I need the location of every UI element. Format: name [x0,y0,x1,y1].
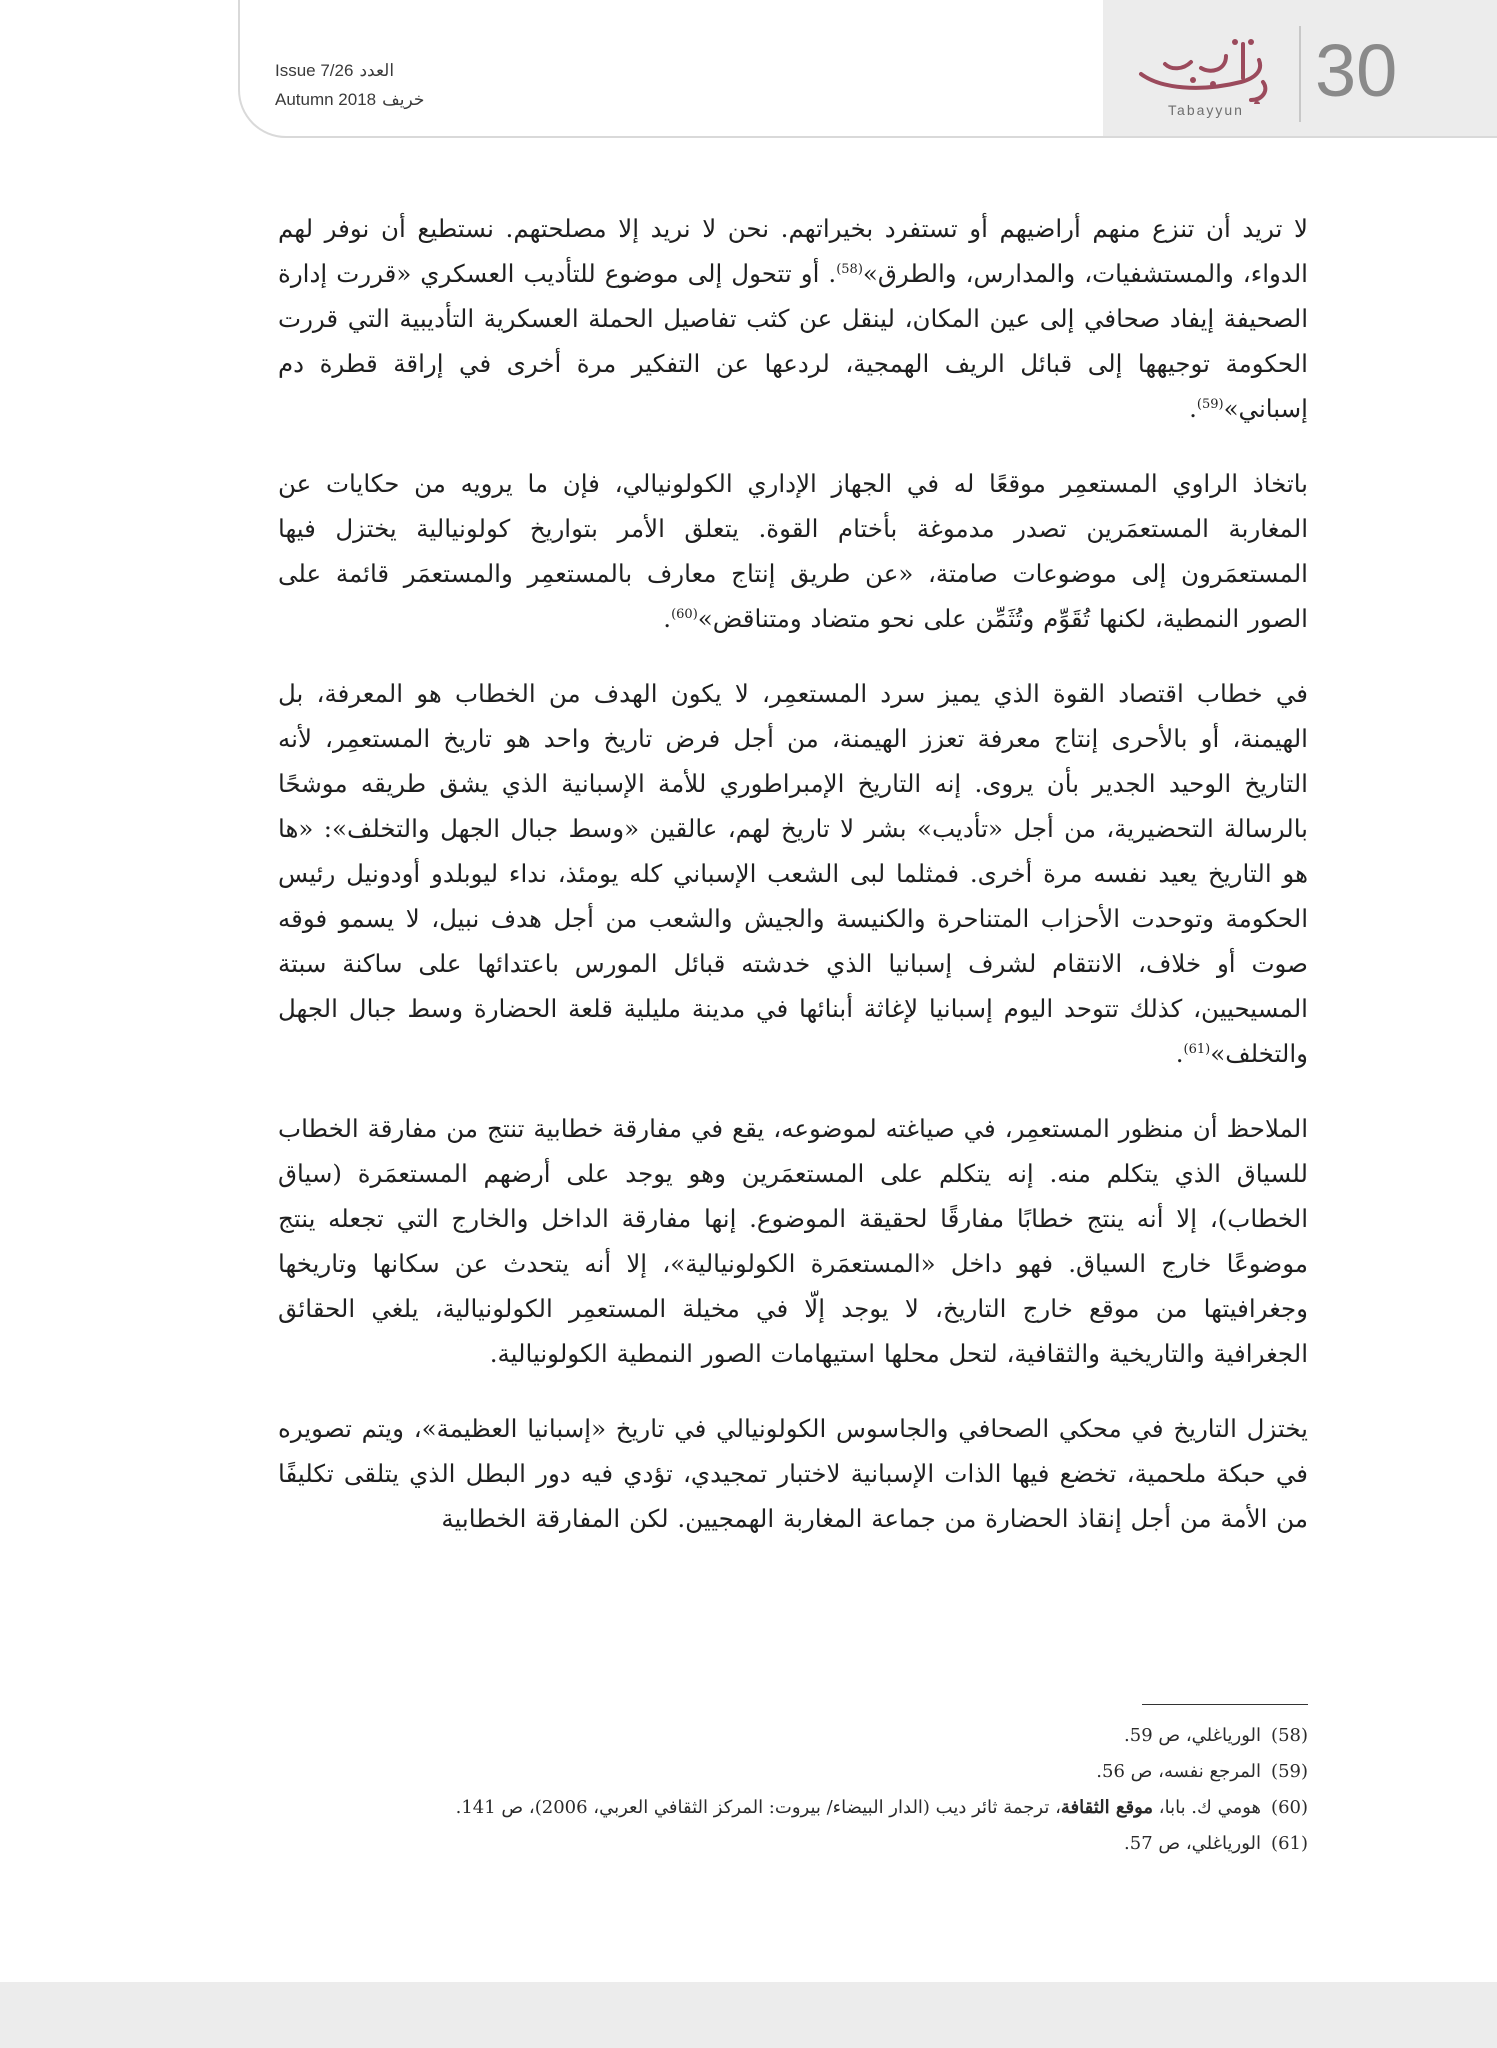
paragraph-5: يختزل التاريخ في محكي الصحافي والجاسوس الكولونيالي في تاريخ «إسبانيا العظيمة»، ويتم تصويره في حبكة ملحمية، تخضع فيها الذات الإسبانية لاختبار تمجيدي، تؤدي فيه دور البطل الذي يتلقى تكليفًا من الأمة من أجل إنقاذ الحضارة من جماعة المغاربة الهمجيين. لكن المفارقة الخطابية [278,1414,1308,1533]
paragraph-3 [278,671,1308,1076]
journal-logo [1131,34,1281,126]
footnotes [278,1718,1308,1862]
footnote-number: (61) [1271,1833,1308,1854]
footnote-text-post: ، ترجمة ثائر ديب (الدار البيضاء/ بيروت: المركز الثقافي العربي، 2006)، ص 141. [455,1797,1061,1818]
footnote-ref-59[interactable]: (59) [1196,396,1224,412]
paragraph-1-mid: . أو تتحول إلى موضوع للتأديب العسكري «قررت إدارة الصحيفة إيفاد صحافي إلى عين المكان، لينقل عن كثب تفاصيل الحملة العسكرية التأديبية التي قررت الحكومة توجيهها إلى قبائل الريف الهمجية، لردعها عن التفكير مرة أخرى في إراقة قطرة دم إسباني» [278,259,1308,423]
page-tab [1103,0,1497,136]
paragraph-3-text: في خطاب اقتصاد القوة الذي يميز سرد المستعمِر، لا يكون الهدف من الخطاب هو المعرفة، بل الهيمنة، أو بالأحرى إنتاج معرفة تعزز الهيمنة، من أجل فرض تاريخ واحد هو تاريخ المستعمِر، لأنه التاريخ الوحيد الجدير بأن يروى. إنه التاريخ الإمبراطوري للأمة الإسبانية الذي يشق طريقه موشحًا بالرسالة التحضيرية، من أجل «تأديب» بشر لا تاريخ لهم، عالقين «وسط جبال الجهل والتخلف»: «ها هو التاريخ يعيد نفسه مرة أخرى. فمثلما لبى الشعب الإسباني كله يومئذ، نداء ليوبلدو أودونيل رئيس الحكومة وتوحدت الأحزاب المتناحرة والكنيسة والجيش والشعب من أجل هدف نبيل، لا يسمو فوقه صوت أو خلاف، الانتقام لشرف إسبانيا الذي خدشته قبائل المورس باعتدائها على ساكنة سبتة المسيحيين، كذلك تتوحد اليوم إسبانيا لإغاثة أبنائها في مدينة مليلية قلعة الحضارة وسط جبال الجهل والتخلف» [278,679,1308,1068]
season-ar: خريف [382,90,425,109]
season-en: Autumn 2018 [275,90,377,109]
logo-calligraphy-icon [1131,34,1281,104]
issue-info [275,57,455,117]
footnote-61 [278,1826,1308,1862]
footnote-ref-58[interactable]: (58) [836,261,863,277]
footnote-60 [278,1790,1308,1826]
paragraph-end-dot: . [1175,1039,1184,1068]
paragraph-2 [278,461,1308,641]
header-divider [1299,26,1301,122]
article-body [278,206,1308,1541]
season-line [275,90,424,110]
footnote-text: المرجع نفسه، ص 56. [1096,1761,1262,1782]
footnote-ref-60[interactable]: (60) [671,606,698,622]
footnote-rule [1142,1704,1308,1705]
footnote-text: الورياغلي، ص 59. [1124,1725,1262,1746]
paragraph-2-text: باتخاذ الراوي المستعمِر موقعًا له في الجهاز الإداري الكولونيالي، فإن ما يرويه من حكايات عن المغاربة المستعمَرين تصدر مدموغة بأختام القوة. يتعلق الأمر بتواريخ كولونيالية يختزل فيها المستعمَرون إلى موضوعات صامتة، «عن طريق إنتاج معارف بالمستعمِر والمستعمَر قائمة على الصور النمطية، لكنها تُقَوِّم وتُثَمِّن على نحو متضاد ومتناقض» [278,469,1308,633]
footnote-text: الورياغلي، ص 57. [1124,1833,1262,1854]
issue-en: Issue 7/26 [275,61,354,80]
paragraph-gap [278,1376,1308,1406]
footnote-text-pre: هومي ك. بابا، [1153,1797,1262,1818]
page-number: 30 [1315,29,1398,112]
footnote-ref-61[interactable]: (61) [1183,1041,1211,1057]
bottom-band [0,1982,1497,2048]
paragraph-1-start: لا تريد أن تنزع منهم أراضيهم أو تستفرد بخيراتهم. نحن لا نريد إلا مصلحتهم. نستطيع أن نوفر لهم الدواء، والمستشفيات، والمدارس، والطرق» [278,214,1308,288]
paragraph-end-dot: . [1189,394,1197,423]
footnote-number: (60) [1271,1797,1308,1818]
paragraph-gap [278,1076,1308,1106]
paragraph-gap [278,641,1308,671]
paragraph-end-dot: . [663,604,672,633]
footnote-59 [278,1754,1308,1790]
footnote-number: (59) [1271,1761,1308,1782]
footnote-58 [278,1718,1308,1754]
footnote-book-title: موقع الثقافة [1060,1797,1154,1818]
footnote-number: (58) [1271,1725,1308,1746]
issue-line [275,61,394,81]
paragraph-gap [278,431,1308,461]
paragraph-1 [278,206,1308,431]
logo-latin-text: Tabayyun [1168,102,1244,118]
issue-ar: العدد [359,61,395,80]
paragraph-4: الملاحظ أن منظور المستعمِر، في صياغته لموضوعه، يقع في مفارقة خطابية تنتج من مفارقة الخطاب للسياق الذي يتكلم منه. إنه يتكلم على المستعمَرين وهو يوجد على أرضهم المستعمَرة (سياق الخطاب)، إلا أنه ينتج خطابًا مفارقًا لحقيقة الموضوع. إنها مفارقة الداخل والخارج التي تجعله ينتج موضوعًا خارج السياق. فهو داخل «المستعمَرة الكولونيالية»، إلا أنه يتحدث عن سكانها وتاريخها وجغرافيتها من موقع خارج التاريخ، لا يوجد إلّا في مخيلة المستعمِر الكولونيالية، يلغي الحقائق الجغرافية والتاريخية والثقافية، لتحل محلها استيهامات الصور النمطية الكولونيالية. [278,1114,1308,1368]
